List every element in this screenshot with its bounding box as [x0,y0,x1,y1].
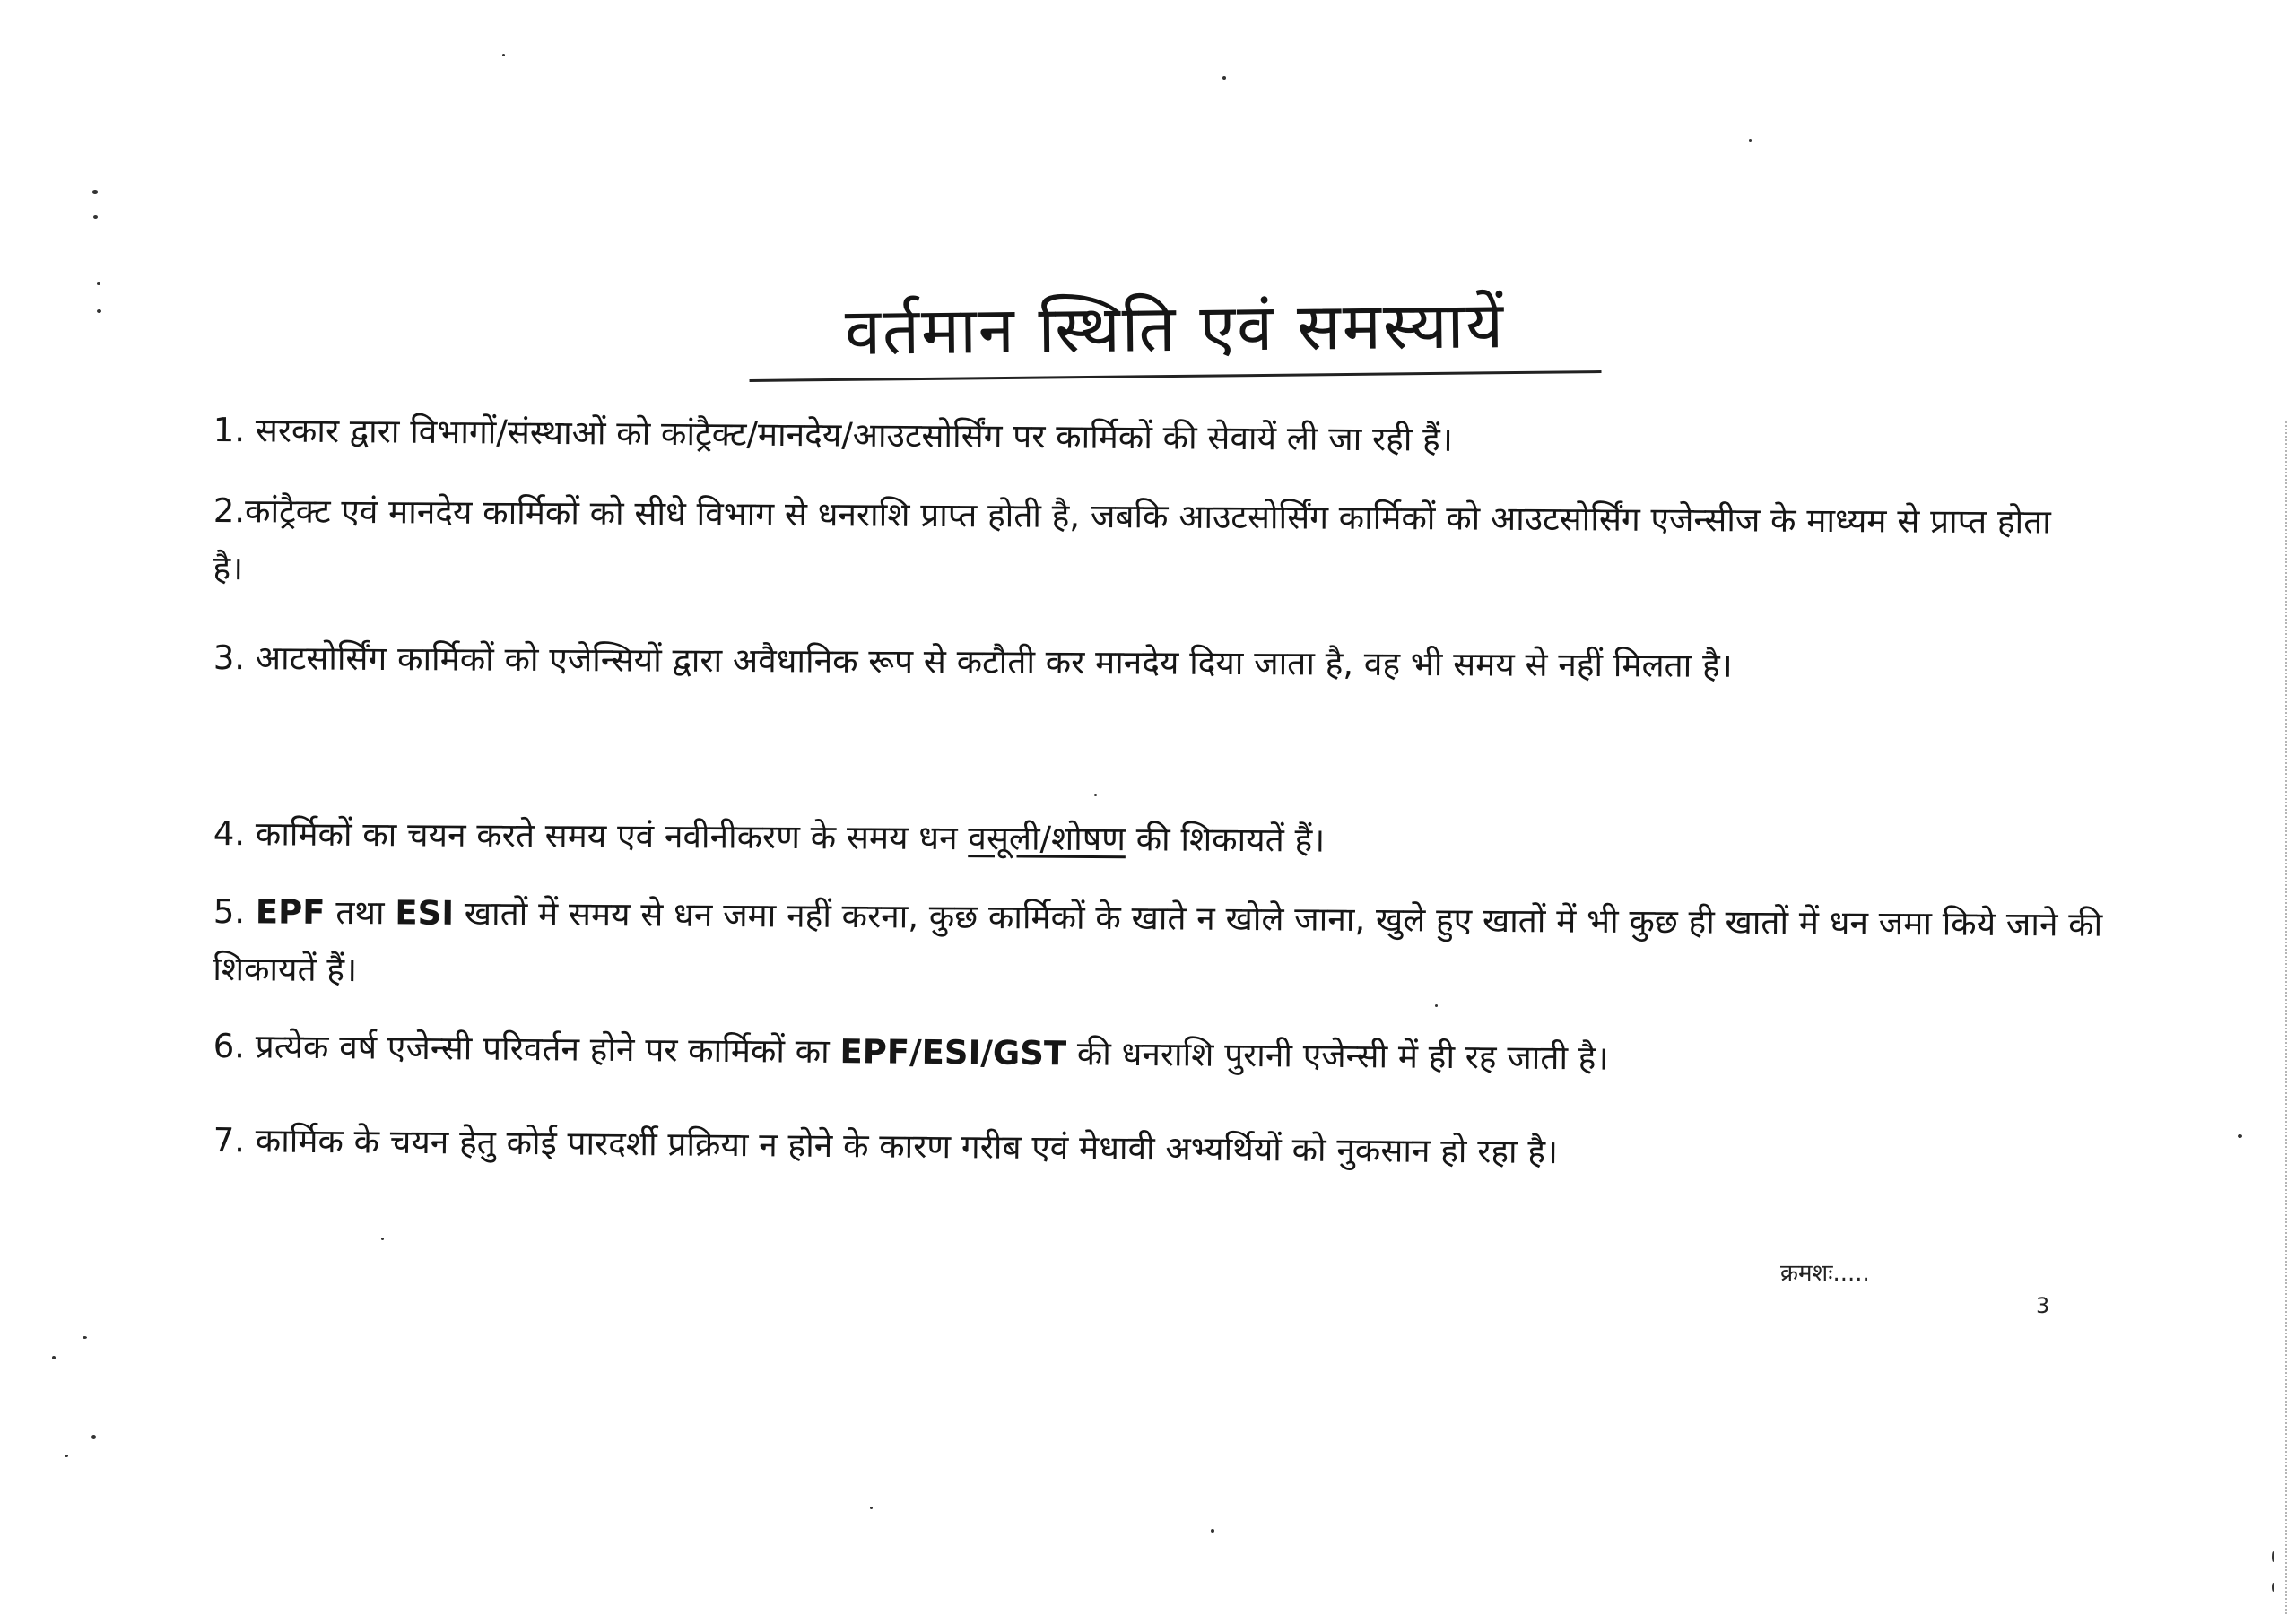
point-5-rest: खातों में समय से धन जमा नहीं करना, कुछ कार्मिकों के खाते न खोले जाना, खुले हुए खातों में भी कुछ ही खातों में धन जमा किये जाने की शिकायतें हैं। [213,893,2103,990]
point-4-text: 4. कार्मिकों का चयन करते समय एवं नवीनीकरण के समय धन [213,813,969,858]
scan-speck [2272,1551,2274,1562]
point-7: 7. कार्मिक के चयन हेतु कोई पारदर्शी प्रक्रिया न होने के कारण गरीब एवं मेधावी अभ्यर्थियों को नुकसान हो रहा है। [213,1120,1559,1172]
page-title: वर्तमान स्थिति एवं समस्यायें [748,281,1601,382]
scan-speck [1222,76,1226,80]
point-6-text-end: की धनराशि पुरानी एजेन्सी में ही रह जाती है। [1065,1034,1609,1078]
point-4 [213,805,2115,874]
point-6-bold-text: EPF/ESI/GST [839,1032,1067,1073]
point-3: 3. आटसोर्सिंग कार्मिकों को एजेन्सियों द्वारा अवैधानिक रूप से कटौती कर मानदेय दिया जाता है, वह भी समय से नहीं मिलता है। [213,638,1733,685]
scan-speck [381,1238,384,1240]
scan-speck [870,1507,873,1509]
point-4-text-end: की शिकायतें हैं। [1125,820,1326,860]
point-2: 2.कांट्रैक्ट एवं मानदेय कार्मिकों को सीधे विभाग से धनराशि प्राप्त होती है, जबकि आउटसोर्सिंग कार्मिकों को आउटसोर्सिंग एजेन्सीज के माध्यम से प्राप्त होता है। [213,491,2051,588]
scan-speck [93,215,98,219]
scan-speck [97,282,100,285]
scan-speck [97,309,101,313]
scan-speck [502,54,505,56]
point-6-text: 6. प्रत्येक वर्ष एजेन्सी परिवर्तन होने पर कार्मिकों का [213,1026,840,1072]
page-number: 3 [2036,1293,2050,1318]
scan-speck [1211,1529,1214,1533]
scan-speck [1749,139,1752,142]
scan-speck [52,1356,56,1359]
scan-speck [2238,1134,2242,1138]
scan-speck [1094,794,1097,796]
point-5-prefix: 5. [213,891,257,932]
point-5-mid: तथा [325,892,396,933]
scan-edge [2285,421,2287,1614]
scan-speck [83,1336,87,1339]
point-4-underlined-text: वसूली/शोषण [968,819,1126,859]
scan-speck [91,1435,96,1439]
point-6 [213,1018,2114,1091]
continued-note: क्रमशः..... [1780,1260,1870,1287]
scan-speck [65,1455,68,1457]
scan-speck [2272,1583,2274,1592]
scan-speck [1435,1004,1438,1007]
point-1: 1. सरकार द्वारा विभागों/संस्थाओं को कांट्रैक्ट/मानदेय/आउटसोर्सिंग पर कार्मिकों की सेवायें ली जा रही हैं। [213,410,1453,459]
point-5-epf: EPF [255,892,326,932]
point-5-esi: ESI [395,893,455,933]
scan-speck [92,190,98,194]
point-5 [213,883,2124,1012]
